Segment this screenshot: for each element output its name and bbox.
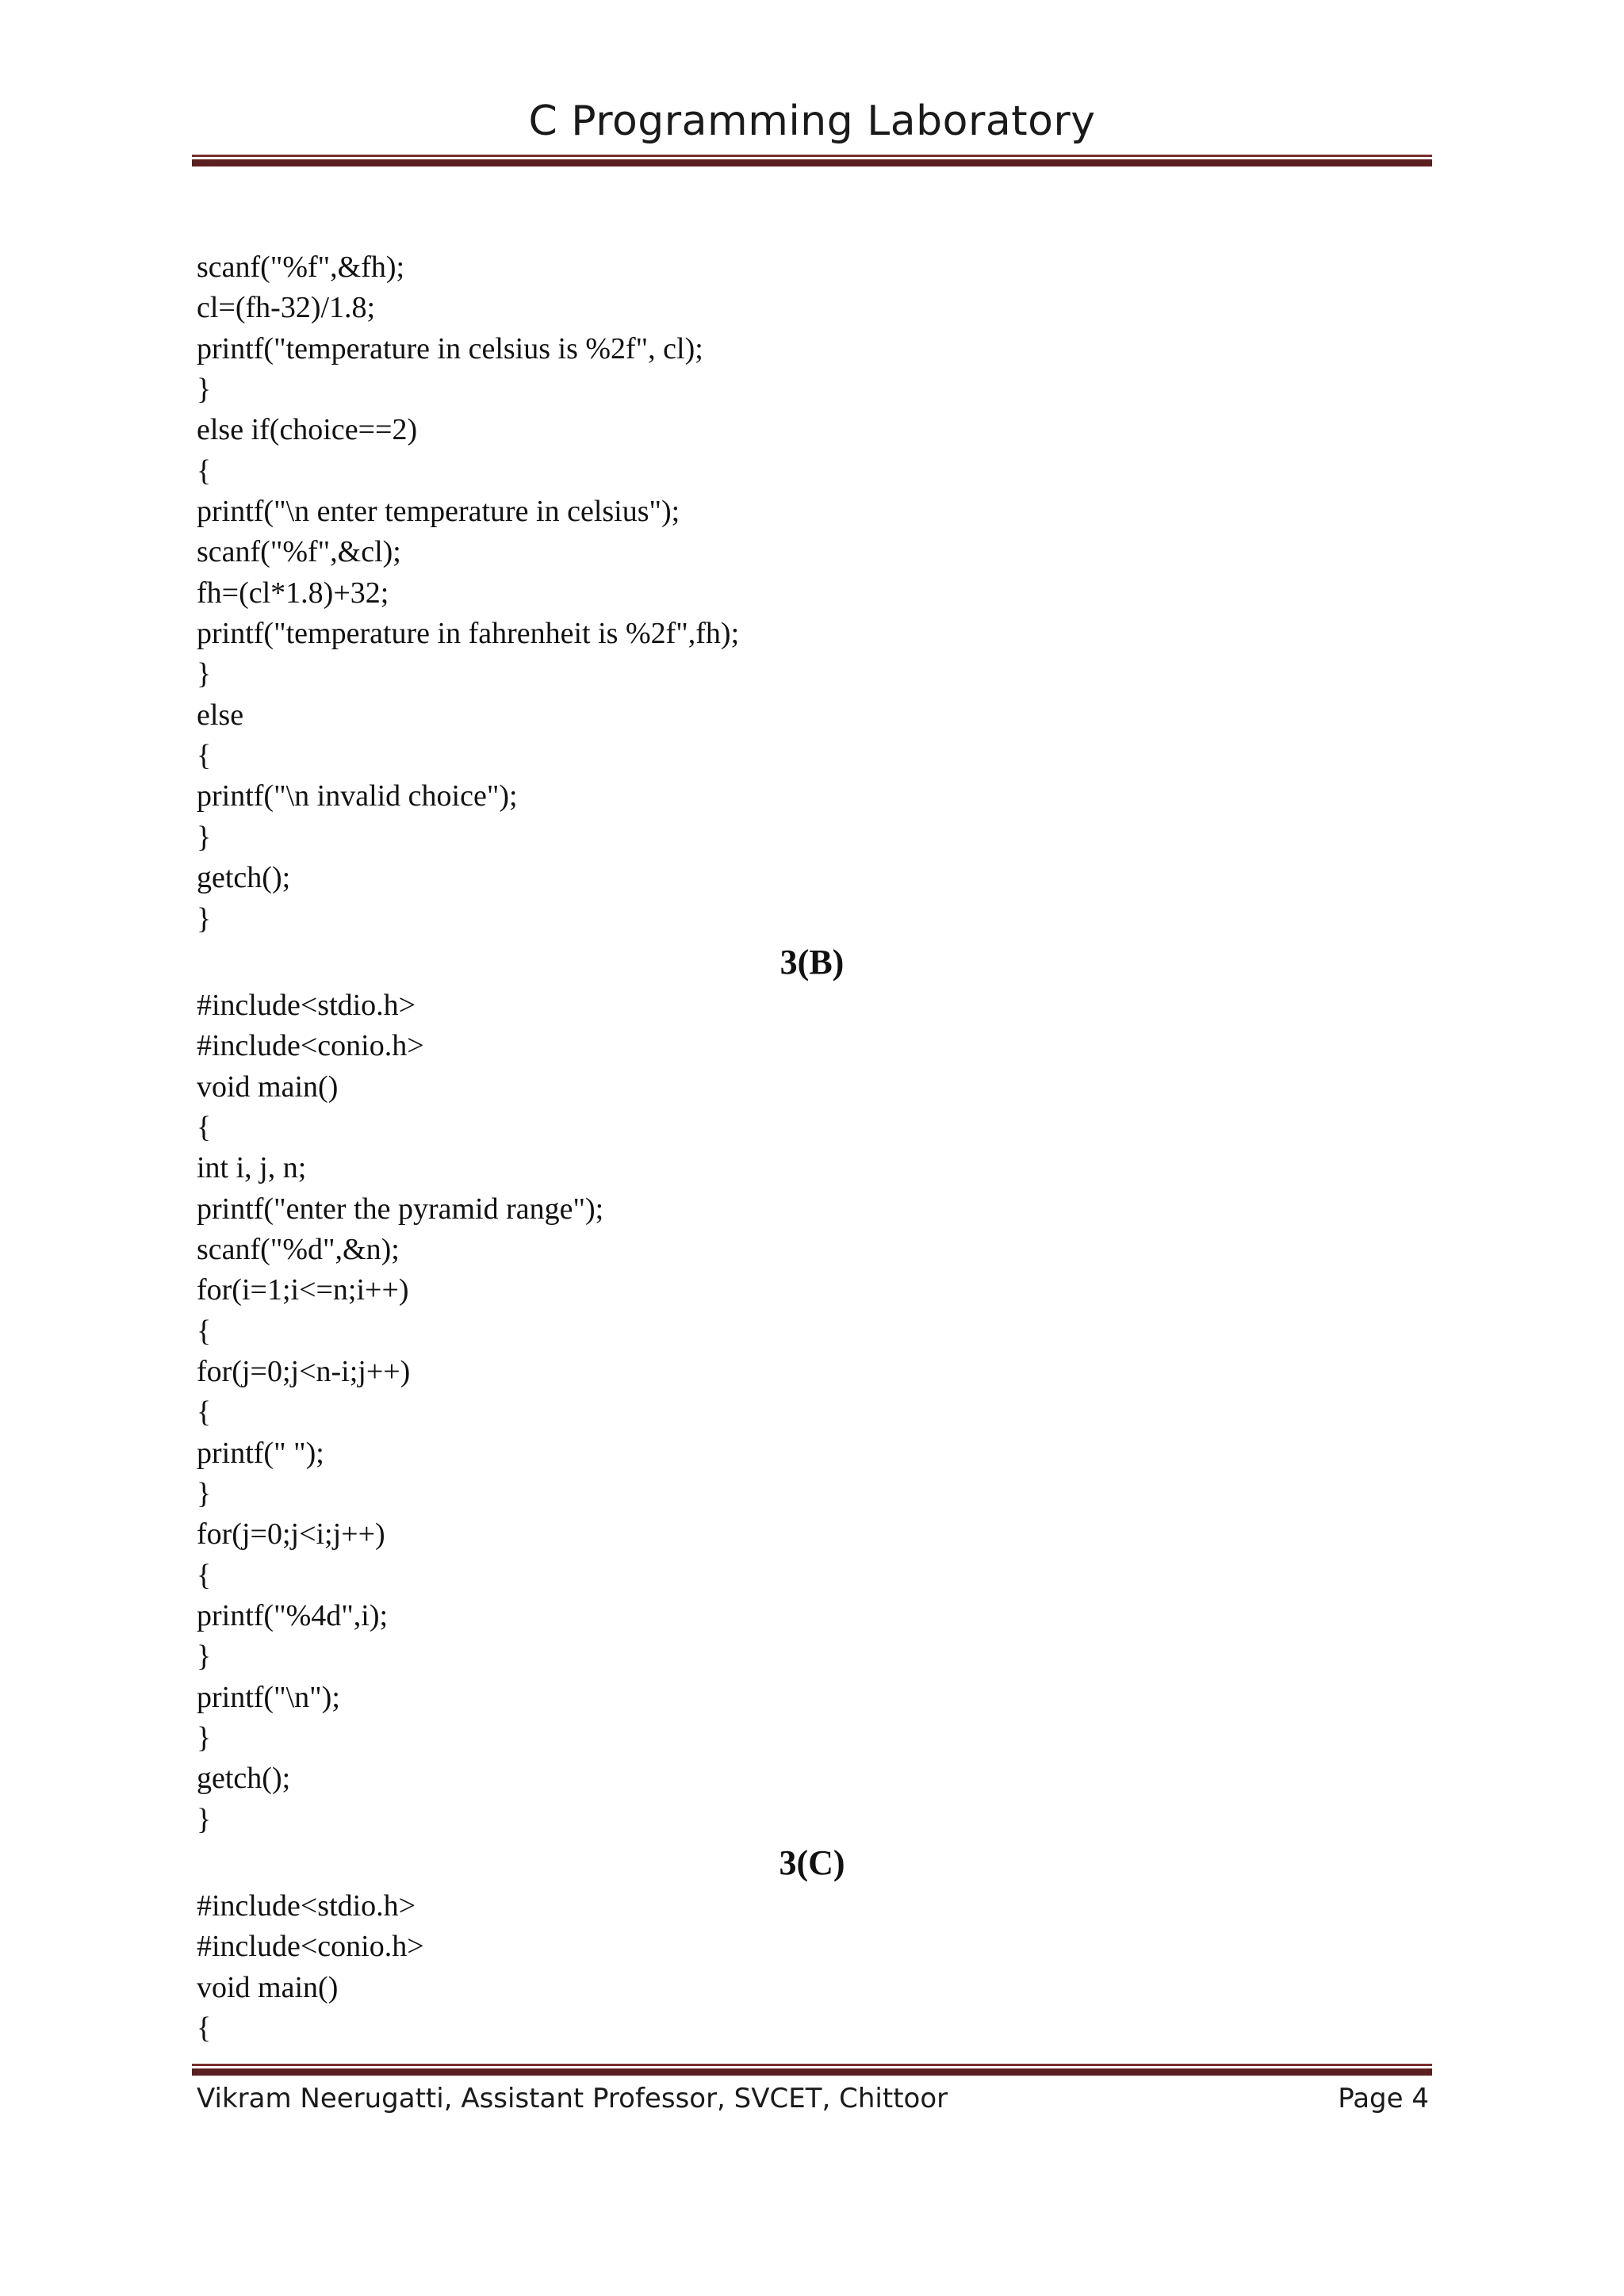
code-line: }	[197, 1721, 212, 1755]
code-line: printf("temperature in celsius is %2f", cl);	[197, 331, 703, 365]
header-rule-thick	[192, 159, 1432, 166]
code-line: cl=(fh-32)/1.8;	[197, 291, 376, 325]
code-block-3c	[197, 1886, 1434, 2049]
code-line: else if(choice==2)	[197, 413, 418, 447]
code-line: fh=(cl*1.8)+32;	[197, 576, 389, 610]
code-line: void main()	[197, 1070, 339, 1104]
code-block-3a-continued	[197, 247, 1434, 939]
footer-rule-thick	[192, 2068, 1432, 2076]
code-line: scanf("%f",&cl);	[197, 535, 401, 569]
code-line: getch();	[197, 1762, 291, 1796]
code-line: for(i=1;i<=n;i++)	[197, 1273, 409, 1307]
code-line: printf("temperature in fahrenheit is %2f",fh);	[197, 617, 740, 651]
code-line: {	[197, 1314, 212, 1348]
code-line: }	[197, 820, 212, 854]
header-rule-thin	[192, 155, 1432, 157]
code-line: {	[197, 739, 212, 773]
code-line: }	[197, 1476, 212, 1510]
code-line: void main()	[197, 1970, 339, 2004]
code-line: getch();	[197, 861, 291, 895]
footer-author: Vikram Neerugatti, Assistant Professor, SVCET, Chittoor	[197, 2083, 948, 2114]
code-block-3b	[197, 985, 1434, 1840]
footer-page-number: Page 4	[1338, 2083, 1429, 2114]
code-line: #include<stdio.h>	[197, 988, 416, 1022]
code-listing	[197, 247, 1434, 2049]
code-line: }	[197, 657, 212, 691]
code-line: printf("\n enter temperature in celsius");	[197, 495, 680, 529]
footer-rule-thin	[192, 2064, 1432, 2066]
code-line: for(j=0;j<n-i;j++)	[197, 1354, 411, 1388]
code-line: {	[197, 1395, 212, 1429]
code-line: #include<conio.h>	[197, 1930, 424, 1964]
code-line: #include<stdio.h>	[197, 1889, 416, 1923]
section-heading-3b: 3(B)	[779, 942, 845, 982]
code-line: printf("\n");	[197, 1680, 340, 1714]
code-line: }	[197, 901, 212, 936]
section-heading-3c: 3(C)	[779, 1843, 845, 1883]
code-line: printf("%4d",i);	[197, 1599, 389, 1632]
code-line: scanf("%f",&fh);	[197, 251, 405, 284]
code-line: else	[197, 698, 244, 732]
code-line: }	[197, 373, 212, 407]
code-line: {	[197, 2011, 212, 2045]
code-line: int i, j, n;	[197, 1151, 307, 1185]
code-line: {	[197, 1110, 212, 1144]
page-header-title: C Programming Laboratory	[528, 98, 1096, 145]
code-line: }	[197, 1802, 212, 1836]
code-line: printf("\n invalid choice");	[197, 779, 518, 813]
code-line: {	[197, 453, 212, 488]
code-line: }	[197, 1640, 212, 1674]
code-line: #include<conio.h>	[197, 1029, 424, 1063]
code-line: {	[197, 1558, 212, 1592]
code-line: for(j=0;j<i;j++)	[197, 1517, 385, 1552]
code-line: scanf("%d",&n);	[197, 1232, 400, 1266]
code-line: printf("enter the pyramid range");	[197, 1192, 604, 1226]
code-line: printf(" ");	[197, 1436, 324, 1470]
